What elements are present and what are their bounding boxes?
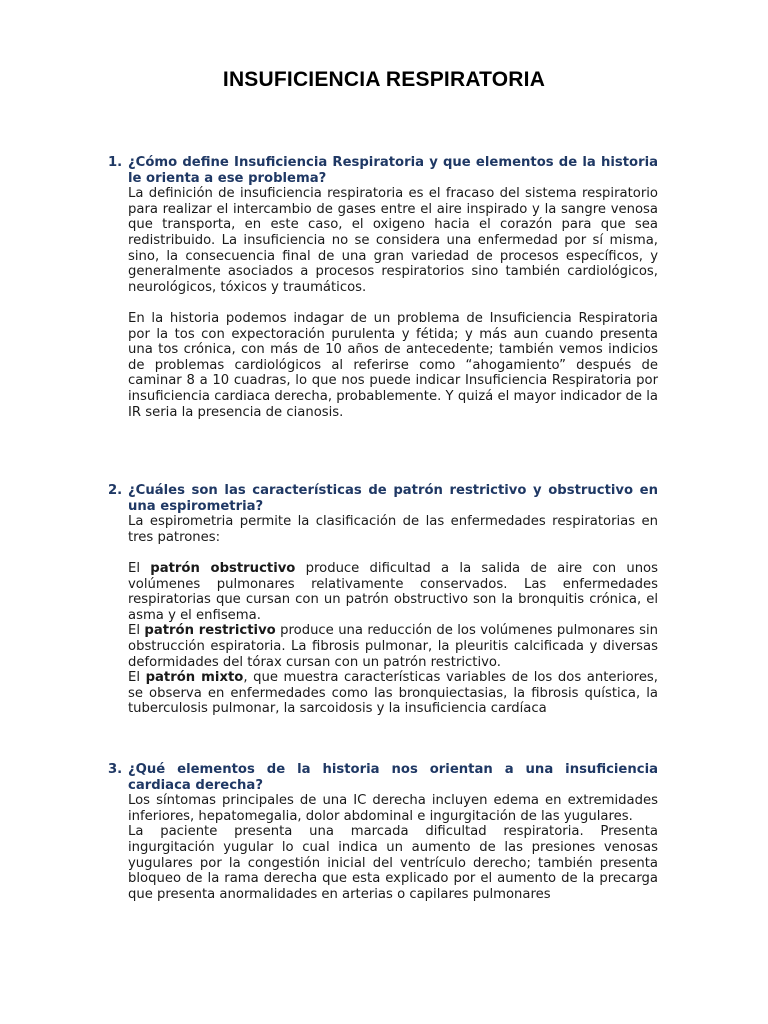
question-number: 3.	[108, 762, 123, 777]
term-mixed: patrón mixto	[145, 670, 244, 686]
term-restrictive: patrón restrictivo	[144, 623, 276, 639]
question-heading	[108, 762, 658, 793]
answer-body	[128, 514, 658, 717]
answer-paragraph: La definición de insuficiencia respiratoria es el fracaso del sistema respiratorio para realizar el intercambio de gases entre el aire inspirado y la sangre venosa que transporta, en este caso, el oxigeno hacia el corazón para que sea redistribuido. La insuficiencia no se considera una enfermedad por sí misma, sino, la consecuencia final de una gran variedad de procesos específicos, y generalmente asociados a procesos respiratorios sino también cardiológicos, neurológicos, tóxicos y traumáticos.	[128, 186, 658, 295]
answer-paragraph: Los síntomas principales de una IC derecha incluyen edema en extremidades inferiores, hepatomegalia, dolor abdominal e ingurgitación de las yugulares.	[128, 793, 658, 824]
question-3	[108, 762, 658, 902]
text-run: produce dificultad a la salida de aire con unos volúmenes pulmonares relativamente conservados. Las enfermedades respiratorias que cursan con un patrón obstructivo son la bronquitis crónica, el asma y el enfisema.	[128, 560, 658, 623]
question-1	[108, 155, 658, 420]
question-2	[108, 483, 658, 717]
answer-paragraph: La paciente presenta una marcada dificultad respiratoria. Presenta ingurgitación yugular lo cual indica un aumento de las presiones venosas yugulares por la congestión inicial del ventrículo derecho; también presenta bloqueo de la rama derecha que esta explicado por el aumento de la precarga que presenta anormalidades en arterias o capilares pulmonares	[128, 824, 658, 902]
text-run: , que muestra características variables de los dos anteriores, se observa en enfermedades como las bronquiectasias, la fibrosis quística, la tuberculosis pulmonar, la sarcoidosis y la insuficiencia cardíaca	[128, 670, 658, 717]
question-heading	[108, 155, 658, 186]
question-heading	[108, 483, 658, 514]
paragraph-gap	[128, 545, 658, 561]
question-number: 2.	[108, 483, 123, 498]
answer-paragraph: En la historia podemos indagar de un problema de Insuficiencia Respiratoria por la tos con expectoración purulenta y fétida; y más aun cuando presenta una tos crónica, con más de 10 años de antecedente; también vemos indicios de problemas cardiológicos al referirse como “ahogamiento” después de caminar 8 a 10 cuadras, lo que nos puede indicar Insuficiencia Respiratoria por insuficiencia cardiaca derecha, probablemente. Y quizá el mayor indicador de la IR seria la presencia de cianosis.	[128, 310, 658, 420]
question-number: 1.	[108, 155, 123, 170]
answer-paragraph-mixed	[128, 670, 658, 717]
answer-body	[128, 186, 658, 420]
question-text: ¿Cómo define Insuficiencia Respiratoria y que elementos de la historia le orienta a ese problema?	[128, 155, 658, 186]
question-text: ¿Cuáles son las características de patrón restrictivo y obstructivo en una espirometria?	[128, 483, 658, 514]
answer-paragraph-restrictive	[128, 623, 658, 670]
term-obstructive: patrón obstructivo	[150, 560, 296, 576]
answer-paragraph-obstructive	[128, 561, 658, 623]
text-run: El	[128, 670, 146, 686]
text-run: El	[128, 623, 145, 639]
question-text: ¿Qué elementos de la historia nos orientan a una insuficiencia cardiaca derecha?	[128, 762, 658, 793]
answer-body	[128, 793, 658, 902]
answer-paragraph: La espirometria permite la clasificación de las enfermedades respiratorias en tres patrones:	[128, 514, 658, 545]
text-run: produce una reducción de los volúmenes pulmonares sin obstrucción espiratoria. La fibrosis pulmonar, la pleuritis calcificada y diversas deformidades del tórax cursan con un patrón restrictivo.	[128, 623, 658, 670]
document-title: INSUFICIENCIA RESPIRATORIA	[222, 68, 546, 91]
paragraph-gap	[128, 295, 658, 311]
text-run: El	[128, 560, 151, 576]
